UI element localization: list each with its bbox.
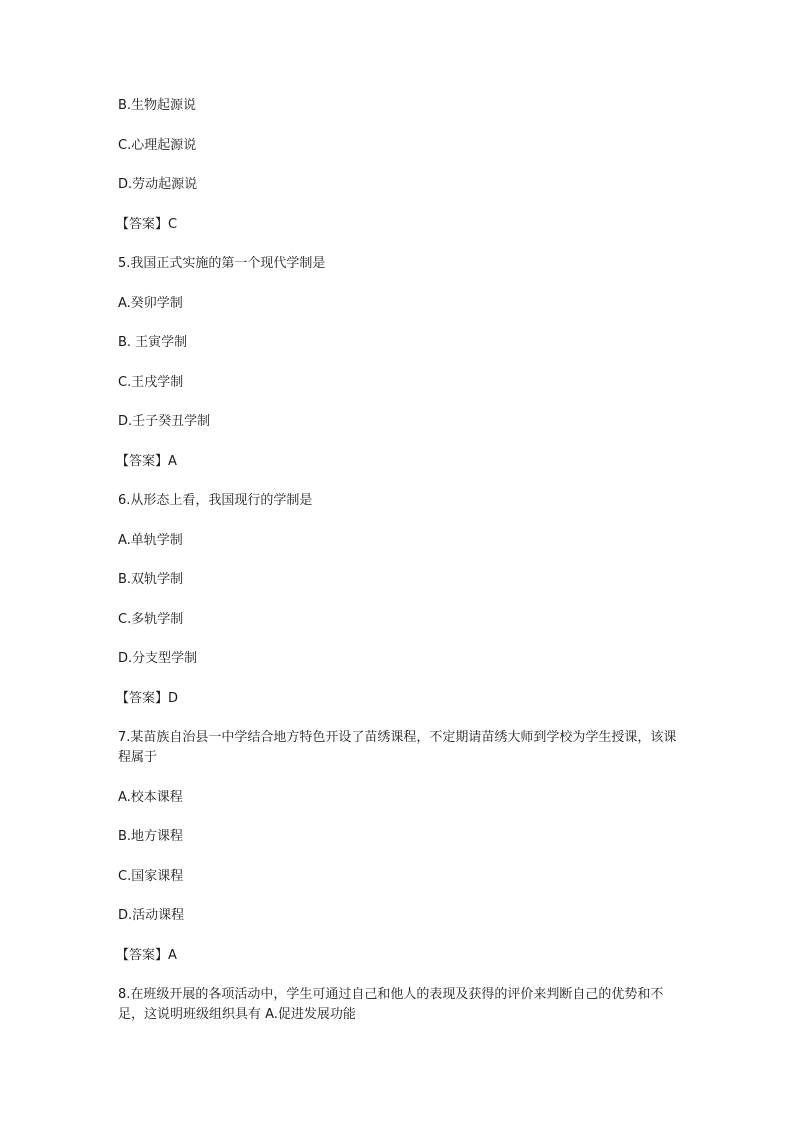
answer-q4: 【答案】C	[116, 216, 178, 232]
question-6-option-b: B.双轨学制	[118, 572, 184, 587]
question-7-option-b: B.地方课程	[118, 829, 184, 844]
question-6-option-c: C.多轨学制	[118, 611, 184, 627]
answer-q7: 【答案】A	[116, 947, 177, 963]
question-5: 5.我国正式实施的第一个现代学制是	[118, 256, 326, 271]
question-5-option-b: B. 王寅学制	[118, 335, 188, 350]
question-5-option-c: C.王戌学制	[118, 374, 184, 390]
document-page	[118, 96, 678, 1045]
question-5-option-d: D.壬子癸丑学制	[118, 414, 211, 429]
question-7: 7.某苗族自治县一中学结合地方特色开设了苗绣课程，不定期请苗绣大师到学校为学生授课，该课程属于	[118, 730, 677, 765]
question-6-option-a: A.单轨学制	[118, 532, 183, 548]
question-7-option-c: C.国家课程	[118, 868, 184, 884]
question-6: 6.从形态上看，我国现行的学制是	[118, 493, 313, 508]
question-8: 8.在班级开展的各项活动中，学生可通过自己和他人的表现及获得的评价来判断自己的优势和不足，这说明班级组织具有 A.促进发展功能	[118, 987, 664, 1022]
question-7-option-d: D.活动课程	[118, 908, 185, 923]
option-c-psychological-origin: C.心理起源说	[118, 137, 197, 153]
answer-q5: 【答案】A	[116, 453, 177, 469]
option-d-labor-origin: D.劳动起源说	[118, 177, 198, 192]
option-b-biological-origin: B.生物起源说	[118, 98, 197, 113]
question-7-option-a: A.校本课程	[118, 789, 183, 805]
answer-q6: 【答案】D	[116, 690, 179, 706]
question-6-option-d: D.分支型学制	[118, 651, 198, 666]
question-5-option-a: A.癸卯学制	[118, 295, 183, 311]
